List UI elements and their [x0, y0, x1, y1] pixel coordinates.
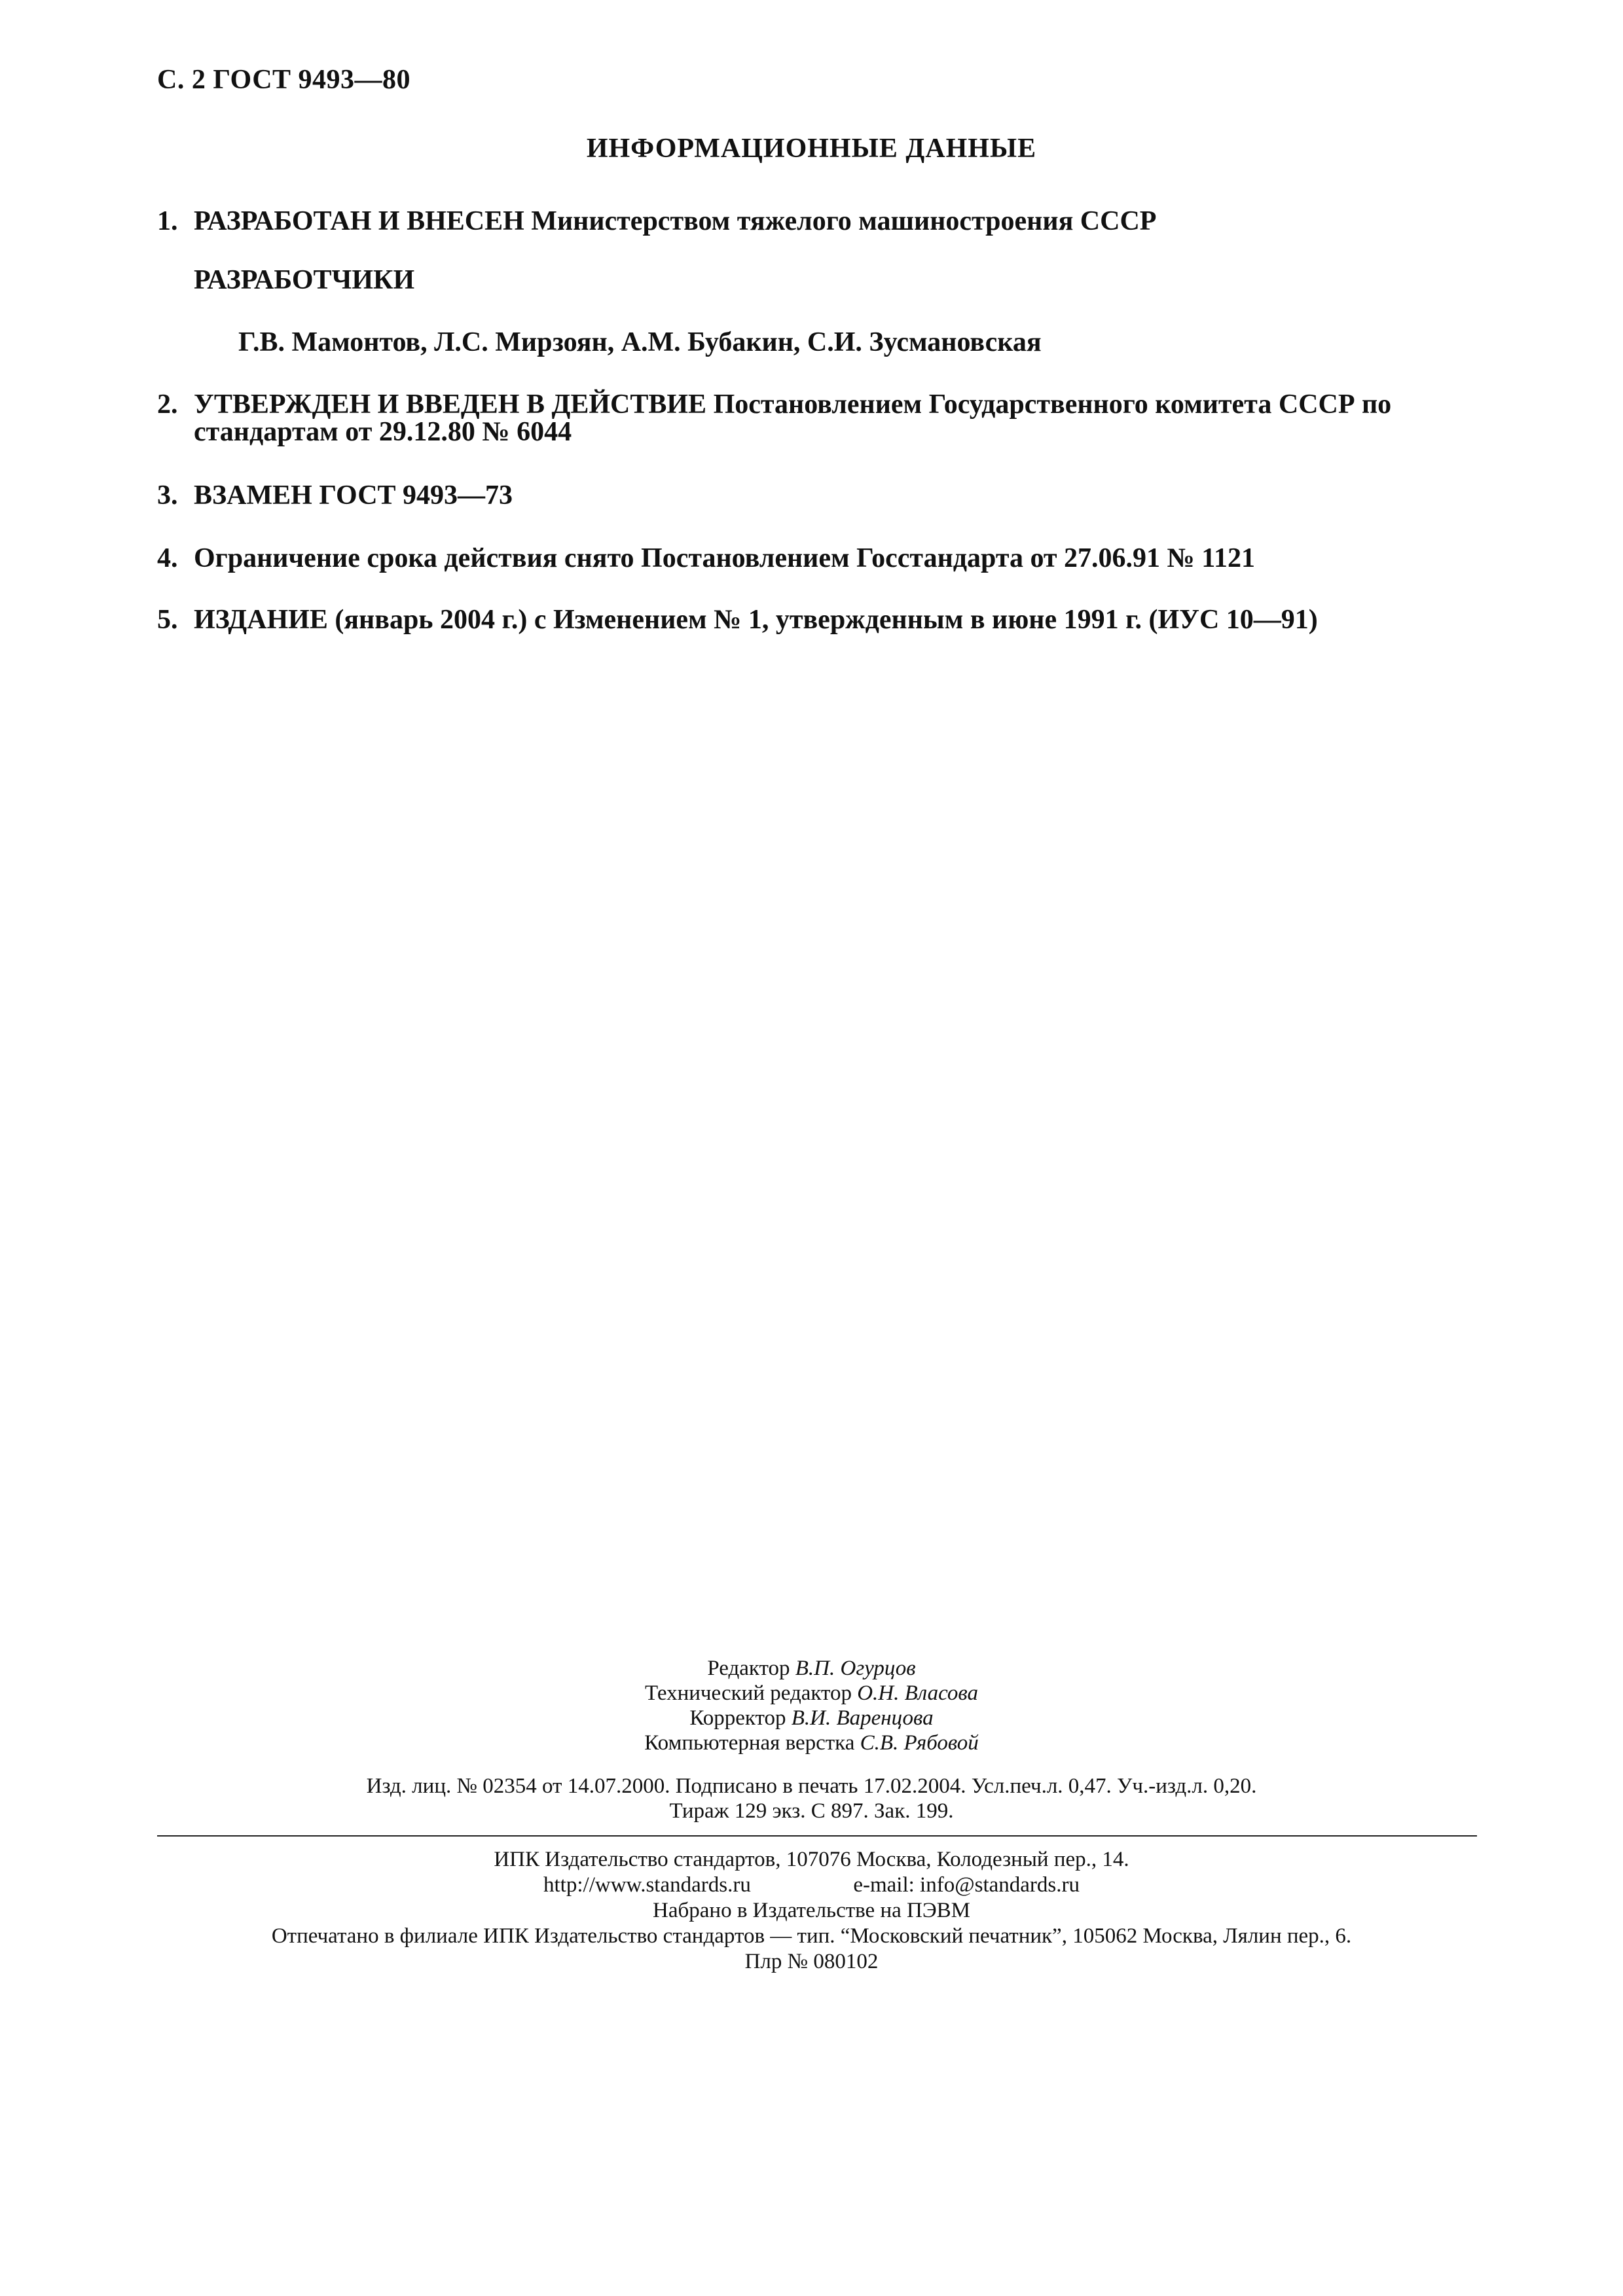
layout-role: Компьютерная верстка	[644, 1731, 855, 1755]
info-item-3	[157, 482, 1493, 509]
corrector-name: В.И. Варенцова	[791, 1706, 934, 1730]
info-item-1	[157, 207, 1493, 235]
developers-label: РАЗРАБОТЧИКИ	[194, 265, 415, 295]
info-item-4	[157, 545, 1493, 572]
item-number: 1.	[157, 206, 178, 236]
website-link[interactable]: http://www.standards.ru	[543, 1873, 751, 1897]
printed-note: Отпечатано в филиале ИПК Издательство стандартов — тип. “Московский печатник”, 105062 Москва, Лялин пер., 6.	[271, 1924, 1352, 1948]
page-header: С. 2 ГОСТ 9493—80	[157, 65, 411, 95]
item-number: 4.	[157, 543, 178, 573]
publication-line-1: Изд. лиц. № 02354 от 14.07.2000. Подписано в печать 17.02.2004. Усл.печ.л. 0,47. Уч.-изд.л. 0,20.	[366, 1774, 1257, 1798]
item-text: УТВЕРЖДЕН И ВВЕДЕН В ДЕЙСТВИЕ Постановлением Государственного комитета СССР по стандартам от 29.12.80 № 6044	[194, 389, 1392, 447]
item-text: ИЗДАНИЕ (январь 2004 г.) с Изменением № 1, утвержденным в июне 1991 г. (ИУС 10—91)	[194, 605, 1318, 635]
tech-editor-role: Технический редактор	[644, 1681, 852, 1705]
item-number: 3.	[157, 480, 178, 511]
section-title: ИНФОРМАЦИОННЫЕ ДАННЫЕ	[586, 134, 1037, 164]
corrector-role: Корректор	[689, 1706, 786, 1730]
item-number: 5.	[157, 605, 178, 635]
footer-block	[0, 1847, 1623, 1975]
corrector-line	[0, 1706, 1623, 1731]
contact-line	[0, 1873, 1623, 1898]
publication-info	[0, 1774, 1623, 1823]
info-item-5	[157, 606, 1493, 634]
layout-line	[0, 1731, 1623, 1755]
imprint-block	[0, 1656, 1623, 1755]
tech-editor-name: О.Н. Власова	[857, 1681, 979, 1705]
publisher-address: ИПК Издательство стандартов, 107076 Москва, Колодезный пер., 14.	[494, 1848, 1129, 1871]
publication-line-2: Тираж 129 экз. С 897. Зак. 199.	[669, 1799, 954, 1823]
editor-line	[0, 1656, 1623, 1681]
item-text: Ограничение срока действия снято Постановлением Госстандарта от 27.06.91 № 1121	[194, 543, 1255, 573]
tech-editor-line	[0, 1681, 1623, 1706]
editor-name: В.П. Огурцов	[795, 1657, 916, 1680]
layout-name: С.В. Рябовой	[860, 1731, 979, 1755]
typeset-note: Набрано в Издательстве на ПЭВМ	[653, 1899, 970, 1922]
item-text: ВЗАМЕН ГОСТ 9493—73	[194, 480, 513, 511]
plr-number: Плр № 080102	[744, 1950, 879, 1973]
item-text: РАЗРАБОТАН И ВНЕСЕН Министерством тяжелого машиностроения СССР	[194, 206, 1157, 236]
info-item-2	[157, 391, 1493, 446]
editor-role: Редактор	[707, 1657, 790, 1680]
email-link[interactable]: e-mail: info@standards.ru	[853, 1873, 1080, 1897]
divider-line	[157, 1835, 1477, 1837]
item-number: 2.	[157, 389, 178, 420]
developers-names: Г.В. Мамонтов, Л.С. Мирзоян, А.М. Бубакин, С.И. Зусмановская	[238, 327, 1042, 357]
